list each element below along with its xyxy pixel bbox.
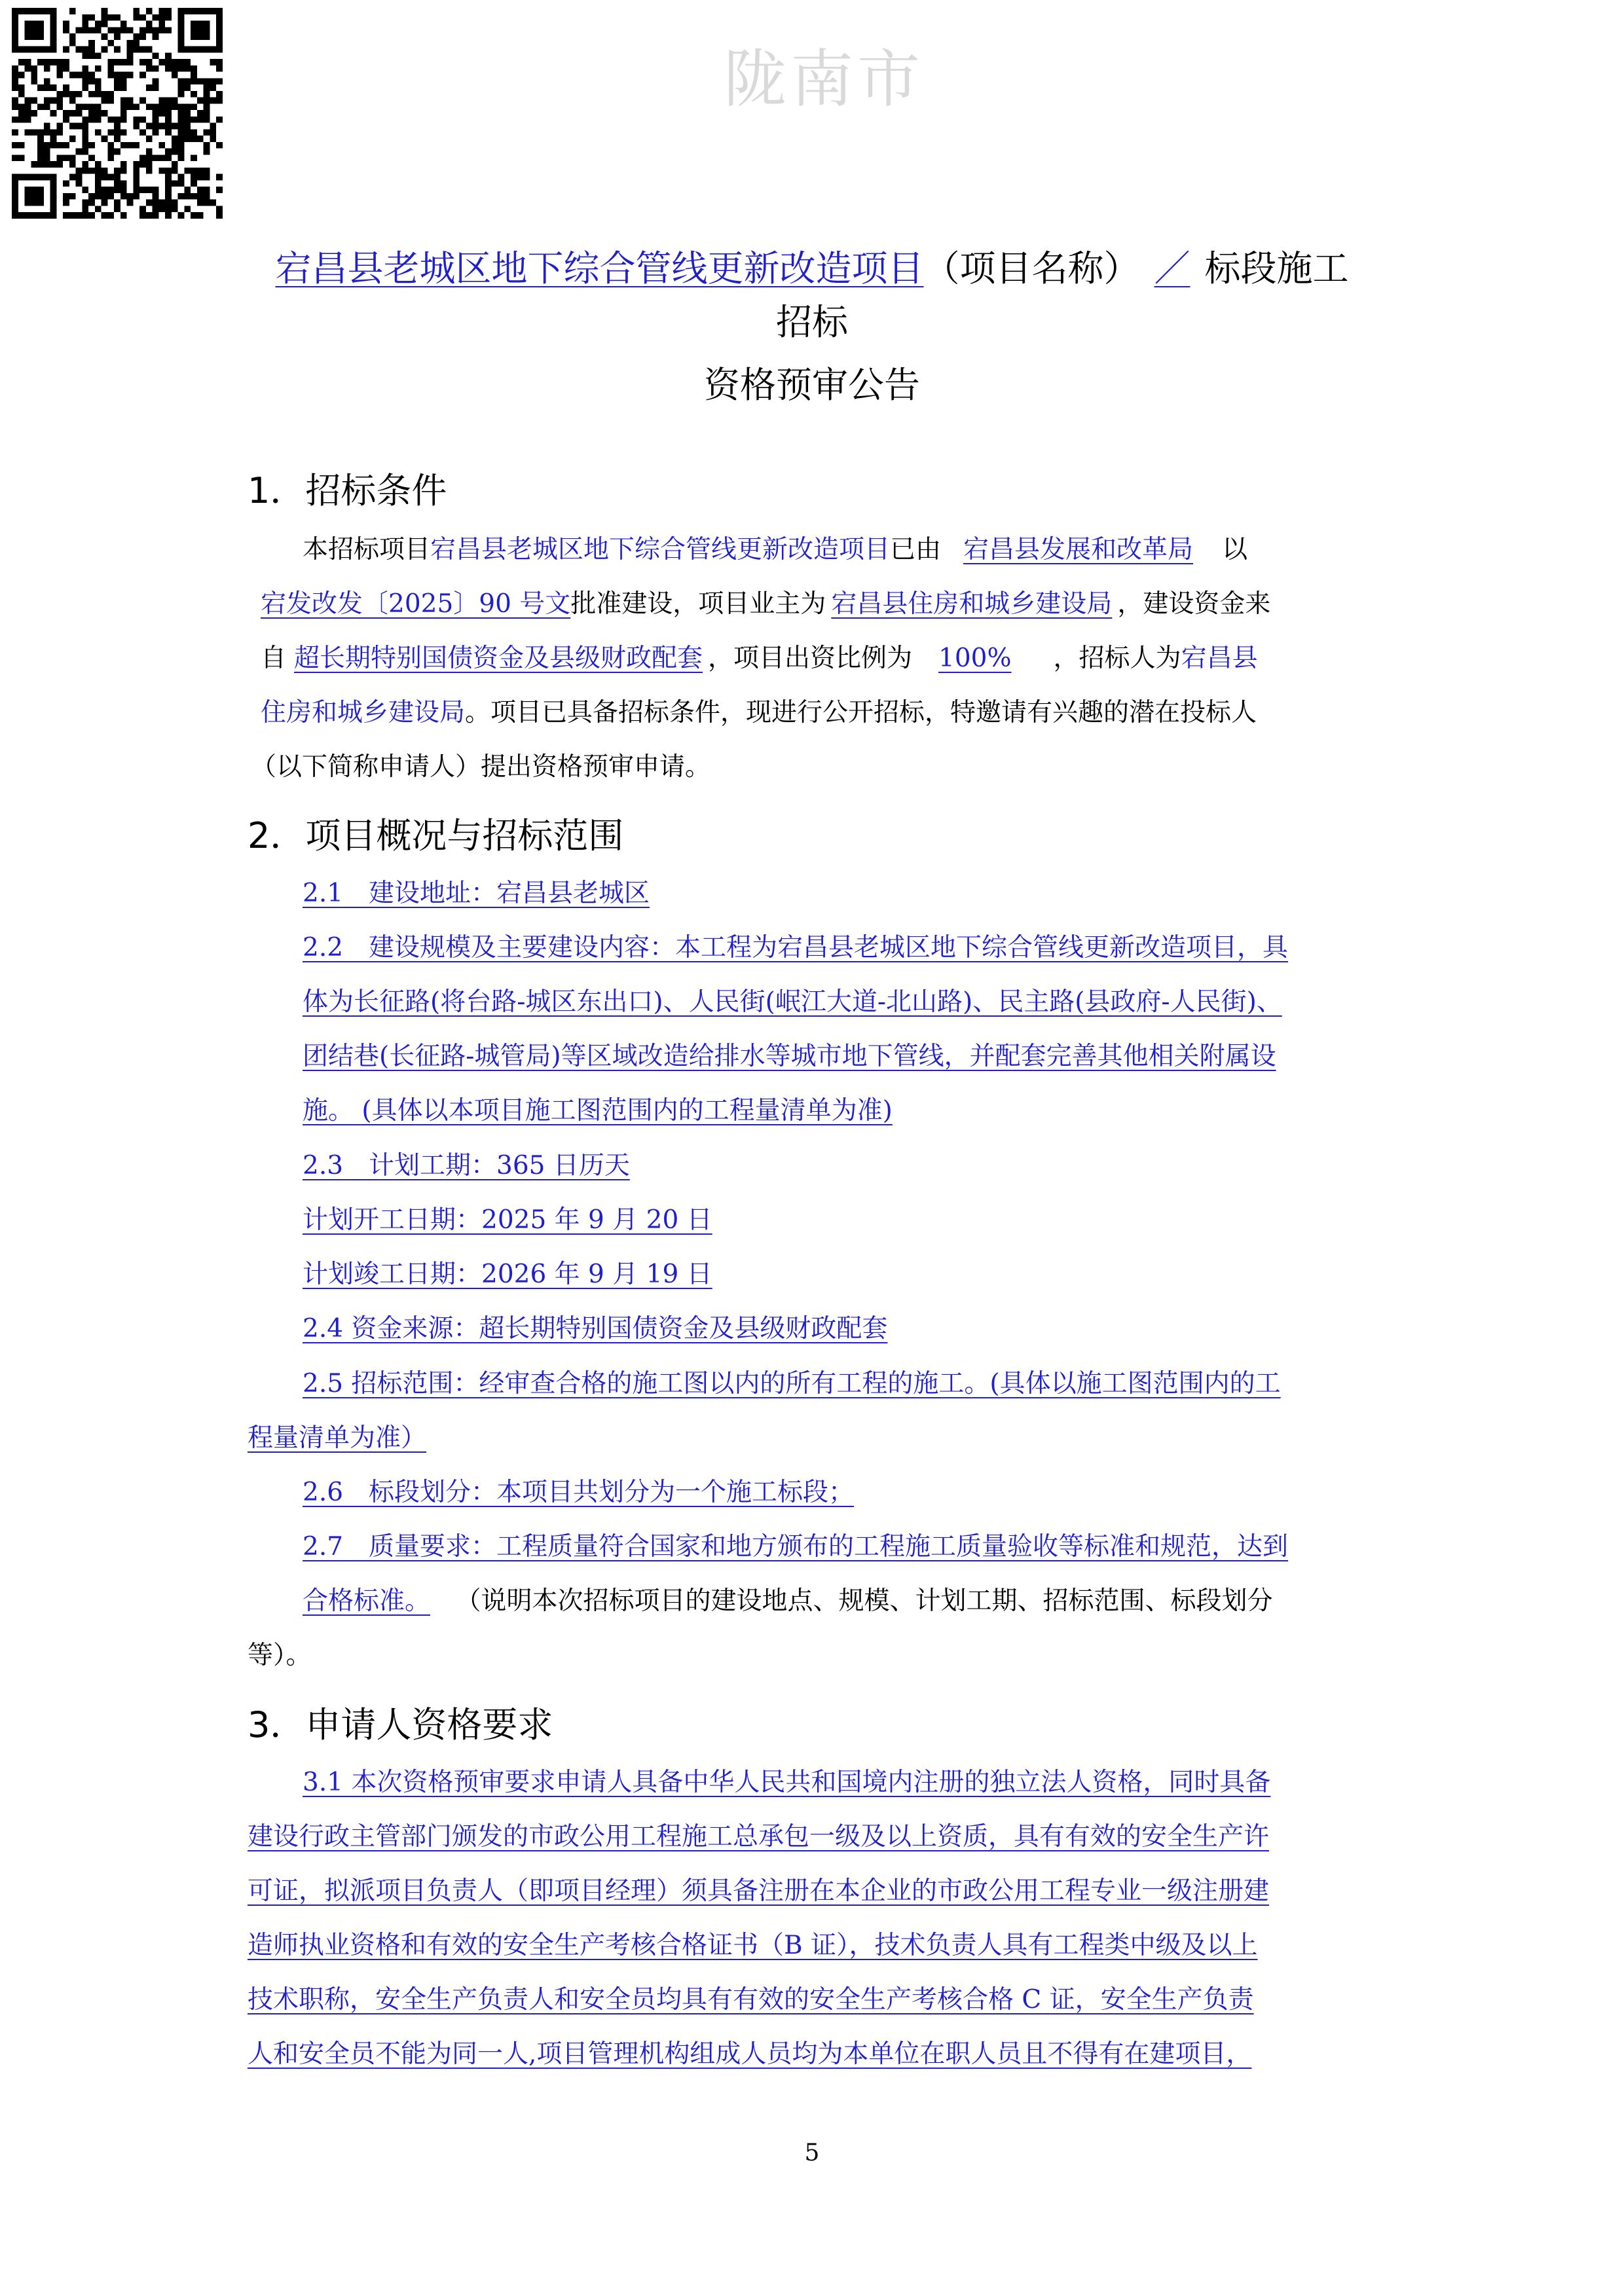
s2-line11: 程量清单为准） xyxy=(248,1423,427,1453)
s1-owner: 宕昌县住房和城乡建设局 xyxy=(831,589,1113,619)
document-title-line2: 招标 xyxy=(775,301,848,343)
s1-line1 xyxy=(303,530,1247,570)
s1-line2 xyxy=(261,585,1270,624)
s1-fund-source: 超长期特别国债资金及县级财政配套 xyxy=(294,644,703,673)
s2-line5: 施。 (具体以本项目施工图范围内的工程量清单为准) xyxy=(303,1096,893,1125)
s2-line9: 2.4 资金来源：超长期特别国债资金及县级财政配套 xyxy=(303,1314,888,1343)
s2-line13: 2.7 质量要求：工程质量符合国家和地方颁布的工程施工质量验收等标准和规范，达到 xyxy=(303,1532,1289,1561)
s1-line3 xyxy=(261,639,1258,678)
s2-line14 xyxy=(303,1582,1273,1621)
s1-l4b: 。项目已具备招标条件，现进行公开招标，特邀请有兴趣的潜在投标人 xyxy=(465,698,1257,727)
s1-l3e: ，招标人为 xyxy=(1053,644,1181,673)
watermark: 陇南市 xyxy=(724,43,924,116)
s1-l3c: ，项目出资比例为 xyxy=(708,644,913,673)
document-title xyxy=(0,242,1624,295)
section1-heading: 1．招标条件 xyxy=(248,470,447,511)
section3-heading: 3．申请人资格要求 xyxy=(248,1704,553,1745)
s2-line7: 计划开工日期：2025 年 9 月 20 日 xyxy=(303,1205,712,1235)
title-section-suffix: 标段施工 xyxy=(1204,247,1349,289)
s1-l1c: 已由 xyxy=(890,535,942,564)
qr-code xyxy=(12,8,223,219)
s3-line1: 3.1 本次资格预审要求申请人具备中华人民共和国境内注册的独立法人资格，同时具备 xyxy=(303,1768,1271,1797)
s2-line6: 2.3 计划工期：365 日历天 xyxy=(303,1151,630,1180)
s1-l3f: 宕昌县 xyxy=(1181,644,1258,673)
document-subtitle: 资格预审公告 xyxy=(703,364,920,406)
s2-line2: 2.2 建设规模及主要建设内容：本工程为宕昌县老城区地下综合管线更新改造项目，具 xyxy=(303,933,1289,962)
s1-approver: 宕昌县发展和改革局 xyxy=(963,535,1194,564)
s2-line3: 体为长征路(将台路-城区东出口)、人民街(岷江大道-北山路)、民主路(县政府-人民街)、 xyxy=(303,987,1282,1017)
s2-line1: 2.1 建设地址：宕昌县老城区 xyxy=(303,879,650,908)
s3-line3: 可证，拟派项目负责人（即项目经理）须具备注册在本企业的市政公用工程专业一级注册建 xyxy=(248,1876,1270,1906)
s1-l1a: 本招标项目 xyxy=(303,535,431,564)
s2-line8: 计划竣工日期：2026 年 9 月 19 日 xyxy=(303,1260,712,1289)
s2-line15: 等）。 xyxy=(248,1641,312,1670)
s1-approval-doc: 宕发改发〔2025〕90 号文 xyxy=(261,589,571,619)
page-number: 5 xyxy=(804,2140,820,2166)
s2-l14a: 合格标准。 xyxy=(303,1586,431,1616)
s3-line6: 人和安全员不能为同一人,项目管理机构组成人员均为本单位在职人员且不得有在建项目， xyxy=(248,2039,1252,2069)
s1-l3a: 自 xyxy=(261,644,287,673)
s3-line4: 造师执业资格和有效的安全生产考核合格证书（B 证），技术负责人具有工程类中级及以上 xyxy=(248,1931,1258,1960)
s1-line4 xyxy=(261,693,1257,733)
title-section-blank: ／ xyxy=(1154,247,1190,289)
s1-l2d: ，建设资金来 xyxy=(1117,589,1271,619)
s1-line5: （以下简称申请人）提出资格预审申请。 xyxy=(251,752,711,782)
s3-line2: 建设行政主管部门颁发的市政公用工程施工总承包一级及以上资质，具有有效的安全生产许 xyxy=(248,1822,1270,1851)
section2-heading: 2．项目概况与招标范围 xyxy=(248,815,624,856)
s2-line12: 2.6 标段划分：本项目共划分为一个施工标段； xyxy=(303,1478,855,1507)
s3-line5: 技术职称，安全生产负责人和安全员均具有有效的安全生产考核合格 C 证，安全生产负责 xyxy=(248,1985,1254,2014)
s2-line10: 2.5 招标范围：经审查合格的施工图以内的所有工程的施工。(具体以施工图范围内的工 xyxy=(303,1369,1281,1398)
s1-l1b: 宕昌县老城区地下综合管线更新改造项目 xyxy=(430,535,891,564)
title-project-name-note: （项目名称） xyxy=(923,247,1140,289)
s1-l4a: 住房和城乡建设局 xyxy=(261,698,466,727)
s1-ratio: 100% xyxy=(938,644,1012,673)
s1-l2b: 批准建设，项目业主为 xyxy=(570,589,826,619)
title-project-name: 宕昌县老城区地下综合管线更新改造项目 xyxy=(275,247,924,289)
s1-l1e: 以 xyxy=(1222,535,1248,564)
s2-l14b: （说明本次招标项目的建设地点、规模、计划工期、招标范围、标段划分 xyxy=(468,1586,1273,1616)
s2-line4: 团结巷(长征路-城管局)等区域改造给排水等城市地下管线，并配套完善其他相关附属设 xyxy=(303,1042,1276,1071)
